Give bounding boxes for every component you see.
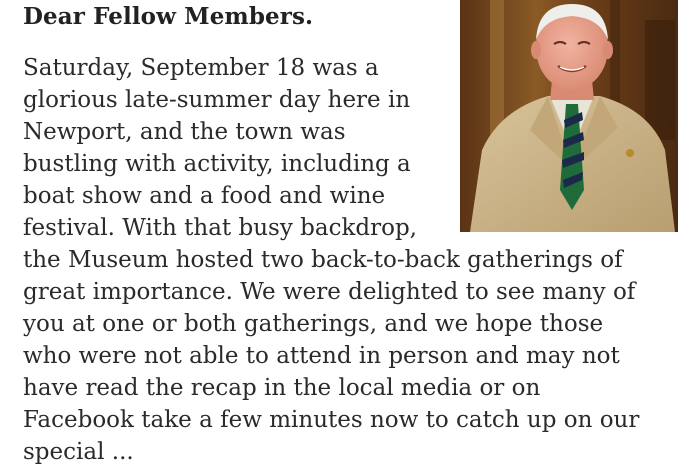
letter-line: great importance. We were delighted to see many of [23,279,636,305]
portrait-photo [460,0,678,232]
letter-line: bustling with activity, including a [23,151,411,177]
letter-line: the Museum hosted two back-to-back gatherings of [23,247,623,273]
letter-line: who were not able to attend in person and may not [23,343,620,369]
letter-line: you at one or both gatherings, and we hope those [23,311,604,337]
letter-line: Saturday, September 18 was a [23,55,379,81]
letter-greeting: Dear Fellow Members. [23,3,314,30]
letter-line: boat show and a food and wine [23,183,386,209]
letter-line: glorious late-summer day here in [23,87,411,113]
letter-line: Facebook take a few minutes now to catch up on our [23,407,640,433]
letter-line: have read the recap in the local media or on [23,375,541,401]
letter-line: special ... [23,439,134,465]
letter-line: Newport, and the town was [23,119,346,145]
letter-line: festival. With that busy backdrop, [23,215,417,241]
